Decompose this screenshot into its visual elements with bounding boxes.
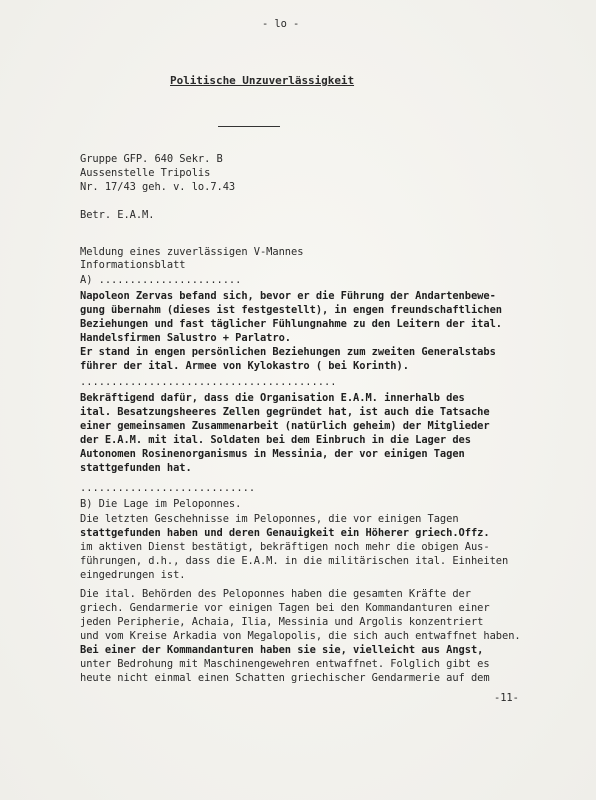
paragraph-line: jeden Peripherie, Achaia, Ilia, Messinia und Argolis konzentriert <box>80 616 484 628</box>
paragraph-line: führungen, d.h., dass die E.A.M. in die militärischen ital. Einheiten <box>80 555 509 567</box>
header-line: Nr. 17/43 geh. v. lo.7.43 <box>80 181 236 193</box>
paragraph-line: Napoleon Zervas befand sich, bevor er die Führung der Andartenbewe- <box>80 290 496 302</box>
paragraph-line: eingedrungen ist. <box>80 569 186 581</box>
next-page-number: -11- <box>494 692 519 704</box>
header-line: Aussenstelle Tripolis <box>80 167 211 179</box>
paragraph-line: stattgefunden haben und deren Genauigkeit ein Höherer griech.Offz. <box>80 527 490 539</box>
intro-line: Informationsblatt <box>80 259 186 271</box>
paragraph-line: und vom Kreise Arkadia von Megalopolis, die sich auch entwaffnet haben. <box>80 630 521 642</box>
paragraph-line: griech. Gendarmerie vor einigen Tagen bei den Kommandanturen einer <box>80 602 490 614</box>
paragraph-line: ital. Besatzungsheeres Zellen gegründet hat, ist auch die Tatsache <box>80 406 490 418</box>
paragraph-line: der E.A.M. mit ital. Soldaten bei dem Einbruch in die Lager des <box>80 434 471 446</box>
document-title: Politische Unzuverlässigkeit <box>170 74 355 87</box>
paragraph-line: stattgefunden hat. <box>80 462 192 474</box>
paragraph-line: heute nicht einmal einen Schatten griechischer Gendarmerie auf dem <box>80 672 490 684</box>
paragraph-line: einer gemeinsamen Zusammenarbeit (natürlich geheim) der Mitglieder <box>80 420 490 432</box>
paragraph-line: führer der ital. Armee von Kylokastro ( bei Korinth). <box>80 360 409 372</box>
section-b-heading: B) Die Lage im Peloponnes. <box>80 498 242 510</box>
header-line: Gruppe GFP. 640 Sekr. B <box>80 153 223 165</box>
divider-dots: ............................ <box>80 482 256 494</box>
page-number: - lo - <box>262 18 300 30</box>
paragraph-line: Er stand in engen persönlichen Beziehungen zum zweiten Generalstabs <box>80 346 496 358</box>
intro-line: Meldung eines zuverlässigen V-Mannes <box>80 246 304 258</box>
paragraph-line: unter Bedrohung mit Maschinengewehren entwaffnet. Folglich gibt es <box>80 658 490 670</box>
title-rule <box>218 126 280 127</box>
paragraph-line: Die letzten Geschehnisse im Peloponnes, die vor einigen Tagen <box>80 513 459 525</box>
paragraph-line: Bei einer der Kommandanturen haben sie sie, vielleicht aus Angst, <box>80 644 484 656</box>
paragraph-line: gung übernahm (dieses ist festgestellt), in engen freundschaftlichen <box>80 304 502 316</box>
subject-line: Betr. E.A.M. <box>80 209 155 221</box>
paragraph-line: Handelsfirmen Salustro + Parlatro. <box>80 332 291 344</box>
divider-dots: ......................................... <box>80 376 337 388</box>
paragraph-line: Bekräftigend dafür, dass die Organisation E.A.M. innerhalb des <box>80 392 465 404</box>
paragraph-line: Autonomen Rosinenorganismus in Messinia, der vor einigen Tagen <box>80 448 465 460</box>
paragraph-line: Beziehungen und fast täglicher Fühlungnahme zu den Leitern der ital. <box>80 318 502 330</box>
paragraph-line: Die ital. Behörden des Peloponnes haben die gesamten Kräfte der <box>80 588 471 600</box>
paragraph-line: im aktiven Dienst bestätigt, bekräftigen noch mehr die obigen Aus- <box>80 541 490 553</box>
section-a-heading: A) ....................... <box>80 274 242 286</box>
